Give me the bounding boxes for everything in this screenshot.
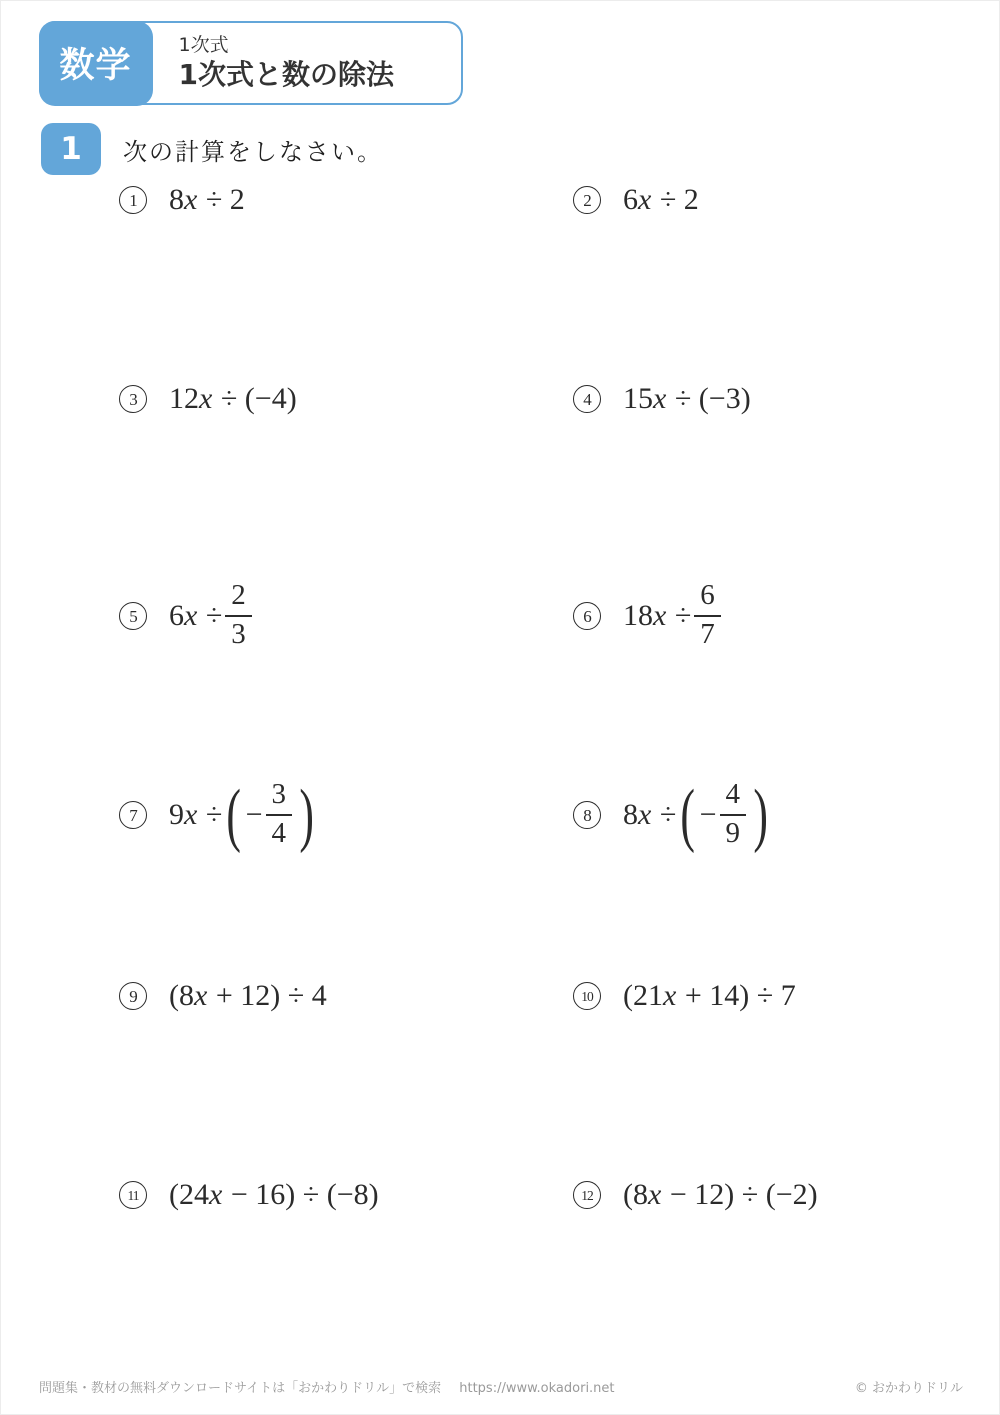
problem	[119, 977, 573, 1014]
worksheet-footer	[1, 1377, 1000, 1396]
section-number-badge	[41, 123, 101, 175]
problem-number: 4	[573, 385, 601, 413]
fraction: $\frac{2}{3}$	[225, 580, 252, 651]
big-paren: (	[680, 775, 696, 855]
problem-number: 11	[119, 1181, 147, 1209]
problem-expression	[623, 979, 796, 1014]
problem	[119, 579, 573, 652]
expression-run: 12x ÷ (−4)	[169, 382, 297, 415]
expression-run: 8x ÷	[623, 798, 677, 832]
expression-run: −	[245, 798, 263, 832]
problem	[573, 181, 1000, 218]
expression-run: 15x ÷ (−3)	[623, 382, 751, 415]
expression-run: (8x − 12) ÷ (−2)	[623, 1178, 818, 1211]
worksheet-header	[39, 21, 463, 105]
fraction: $\frac{3}{4}$	[266, 779, 293, 850]
problem-expression	[623, 1178, 818, 1213]
problem	[573, 775, 1000, 855]
problem-number: 5	[119, 602, 147, 630]
problem	[573, 579, 1000, 652]
problem	[573, 1176, 1000, 1213]
expression-run: 18x ÷	[623, 599, 692, 633]
problem	[573, 380, 1000, 417]
problem-number: 12	[573, 1181, 601, 1209]
expression-run: (21x + 14) ÷ 7	[623, 979, 796, 1012]
problem-expression	[169, 581, 255, 652]
problems-grid	[1, 181, 1000, 1375]
big-paren: )	[299, 775, 314, 855]
section-heading	[41, 123, 383, 175]
problem	[119, 380, 573, 417]
expression-run: 8x ÷ 2	[169, 183, 245, 216]
problem-number: 6	[573, 602, 601, 630]
fraction: $\frac{4}{9}$	[720, 779, 747, 850]
problem-expression	[169, 183, 245, 218]
problem-number: 10	[573, 982, 601, 1010]
header-titles	[153, 23, 394, 103]
problem	[119, 1176, 573, 1213]
section-number: 1	[60, 131, 82, 167]
footer-url: https://www.okadori.net	[459, 1381, 615, 1396]
expression-run: 6x ÷ 2	[623, 183, 699, 216]
fraction: $\frac{6}{7}$	[694, 580, 721, 651]
problem	[119, 775, 573, 855]
problem-number: 8	[573, 801, 601, 829]
problem-number: 7	[119, 801, 147, 829]
big-paren: (	[226, 775, 242, 855]
subject-badge	[39, 21, 153, 106]
problem-number: 2	[573, 186, 601, 214]
problem-expression	[169, 382, 297, 417]
problem-expression	[623, 382, 751, 417]
problem-expression	[623, 183, 699, 218]
footer-note: 問題集・教材の無料ダウンロードサイトは「おかわりドリル」で検索	[39, 1381, 442, 1396]
expression-run: −	[699, 798, 717, 832]
problem-expression	[169, 979, 327, 1014]
expression-run: (8x + 12) ÷ 4	[169, 979, 327, 1012]
problem-expression	[623, 775, 772, 855]
problem-expression	[623, 581, 724, 652]
sheet-title: 1次式と数の除法	[178, 58, 394, 92]
section-instruction: 次の計算をしなさい。	[123, 139, 383, 166]
expression-run: 9x ÷	[169, 798, 223, 832]
expression-run: (24x − 16) ÷ (−8)	[169, 1178, 379, 1211]
problem	[573, 977, 1000, 1014]
problem-number: 3	[119, 385, 147, 413]
problem-expression	[169, 1178, 379, 1213]
problem	[119, 181, 573, 218]
footer-copyright: © おかわりドリル	[854, 1381, 963, 1396]
unit-label: 1次式	[178, 33, 229, 56]
footer-left	[39, 1377, 629, 1396]
subject-label: 数学	[59, 46, 132, 86]
problem-number: 1	[119, 186, 147, 214]
problem-number: 9	[119, 982, 147, 1010]
big-paren: )	[753, 775, 768, 855]
problem-expression	[169, 775, 318, 855]
expression-run: 6x ÷	[169, 599, 223, 633]
